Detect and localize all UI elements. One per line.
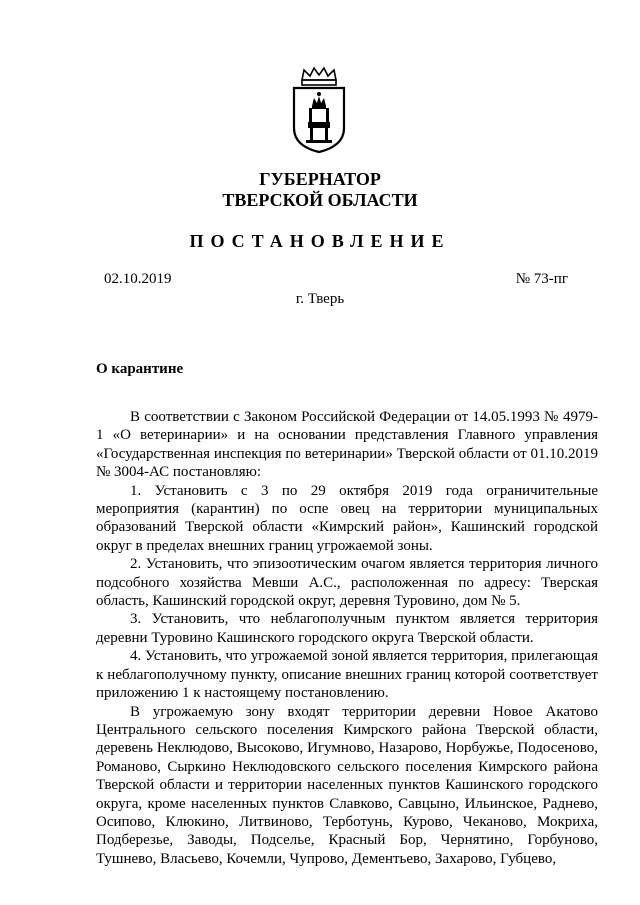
document-type-heading: ПОСТАНОВЛЕНИЕ (189, 231, 451, 251)
document-city: г. Тверь (295, 291, 345, 307)
document-number: № 73-пг (515, 271, 568, 287)
document-date: 02.10.2019 (104, 271, 172, 287)
body-paragraph: В соответствии с Законом Российской Федерации от 14.05.1993 № 4979-1 «О ветеринарии» и на основании представления Главного управления «Государственная инспекция по ветеринарии» Тверской области от 01.10.2019 № 3004-АС постановляю: (96, 409, 598, 481)
body-paragraph: 3. Установить, что неблагополучным пунктом является территория деревни Туровино Кашинского городского округа Тверской области. (96, 611, 598, 646)
body-paragraph: В угрожаемую зону входят территории деревни Новое Акатово Центрального сельского поселения Кимрского района Тверской области, деревень Неклюдово, Высоково, Игумново, Назарово, Норбужье, Подосеново, Романово, Сыркино Неклюдовского сельского поселения Кимрского района Тверской области и территории населенных пунктов Кашинского городского округа, кроме населенных пунктов Славково, Савцыно, Ильинское, Раднево, Осипово, Клюкино, Литвиново, Терботунь, Курово, Чеканово, Мокриха, Подберезье, Заводы, Подселье, Красный Бор, Чернятино, Горбуново, Тушнево, Власьево, Кочемли, Чупрово, Дементьево, Захарово, Губцево, (96, 703, 598, 867)
body-paragraph: 4. Установить, что угрожаемой зоной является территория, прилегающая к неблагополучному пункту, описание внешних границ которой соответствует приложению 1 к настоящему постановлению. (96, 648, 598, 702)
document-subject: О карантине (96, 361, 184, 377)
document-body (96, 408, 598, 868)
coat-of-arms-emblem (290, 66, 348, 154)
body-paragraph: 1. Установить с 3 по 29 октября 2019 года ограничительные мероприятия (карантин) по оспе овец на территории муниципальных образований Тверской области «Кимрский район», Кашинский городской округ в пределах внешних границ угрожаемой зоны. (96, 482, 598, 554)
issuer-title-line1: ГУБЕРНАТОР (259, 169, 381, 189)
issuer-title-line2: ТВЕРСКОЙ ОБЛАСТИ (222, 190, 418, 210)
body-paragraph: 2. Установить, что эпизоотическим очагом является территория личного подсобного хозяйства Мевши А.С., расположенная по адресу: Тверская область, Кашинский городской округ, деревня Туровино, дом № 5. (96, 556, 598, 610)
